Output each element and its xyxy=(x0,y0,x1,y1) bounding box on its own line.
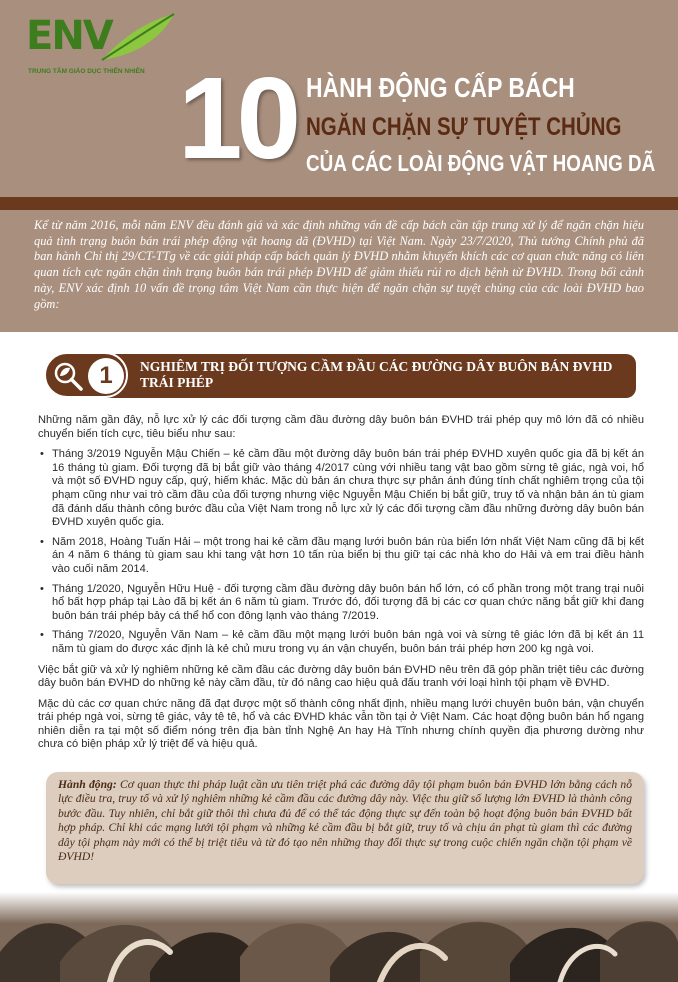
section-number: 1 xyxy=(88,358,124,394)
leaf-icon xyxy=(98,12,176,64)
headline-line-3: CỦA CÁC LOÀI ĐỘNG VẬT HOANG DÃ xyxy=(306,150,656,176)
list-item: • Tháng 3/2019 Nguyễn Mậu Chiến – kẻ cầm đầu một đường dây buôn bán trái phép ĐVHD xuyên quốc gia đã bị kết án 16 tháng tù giam. Đối tượng đã bị bắt giữ vào tháng 4/2017 cùng với nhiều tang vật bao gồm sừng tê giác, ngà voi, hổ và một số ĐVHD nguy cấp, quý, hiếm khác. Mặc dù bản án chưa thực sự phản ánh đúng tính chất nghiêm trọng của tội phạm cũng như vai trò cầm đầu của đối tượng nhưng việc Nguyễn Mậu Chiến bị bắt giữ, truy tố và nhận bản án tù giam đã đánh dấu thành công bước đầu của Việt Nam trong nỗ lực xử lý các đối tượng cầm đầu những đường dây buôn bán ĐVHD xuyên quốc gia. xyxy=(38,448,644,530)
intro-text: Kể từ năm 2016, mỗi năm ENV đều đánh giá và xác định những vấn đề cấp bách cần tập trung xử lý để ngăn chặn hiệu quả tình trạng buôn bán trái phép động vật hoang dã (ĐVHD) tại Việt Nam. Ngày 23/7/2020, Thủ tướng Chính phủ đã ban hành Chỉ thị 29/CT-TTg về các giải pháp cấp bách quản lý ĐVHD nhằm khuyến khích các cơ quan chức năng có liên quan tích cực ngăn chặn tình trạng buôn bán trái phép ĐVHD để giảm thiểu rủi ro dịch bệnh từ ĐVHD. Trong bối cảnh này, ENV xác định 10 vấn đề trọng tâm Việt Nam cần thực hiện để ngăn chặn sự tuyệt chủng của các loài ĐVHD bao gồm: xyxy=(34,218,644,311)
case-list xyxy=(38,448,644,656)
body-lead: Những năm gần đây, nỗ lực xử lý các đối tượng cầm đầu đường dây buôn bán ĐVHD trái phép quy mô lớn đã có nhiều chuyển biến tích cực, tiêu biểu như sau: xyxy=(38,414,644,440)
action-body: Cơ quan thực thi pháp luật cần ưu tiên triệt phá các đường dây tội phạm buôn bán ĐVHD lớn bằng cách nỗ lực điều tra, truy tố và xử lý nghiêm những kẻ cầm đầu các đường dây này. Việc thu giữ số lượng lớn ĐVHD là thành công bước đầu. Tuy nhiên, chỉ bắt giữ thôi thì chưa đủ để có thể tác động thực sự đến toàn bộ hoạt động buôn bán ĐVHD bất hợp pháp. Chỉ khi các mạng lưới tội phạm và những kẻ cầm đầu bị bắt giữ, truy tố và chịu án phạt tù giam thì các đường dây tội phạm này mới có thể bị triệt tiêu và từ đó tạo nên những thay đổi thực sự trong cuộc chiến ngăn chặn tội phạm về ĐVHD! xyxy=(58,778,633,864)
section-body xyxy=(38,414,644,759)
env-logo xyxy=(26,12,176,78)
header-divider xyxy=(0,197,678,210)
logo-subtitle: TRUNG TÂM GIÁO DỤC THIÊN NHIÊN xyxy=(28,68,145,75)
headline-number: 10 xyxy=(178,53,296,183)
intro-panel xyxy=(0,210,678,332)
list-item: • Tháng 7/2020, Nguyễn Văn Nam – kẻ cầm đầu một mạng lưới buôn bán ngà voi và sừng tê giác lớn đã bị kết án 11 năm tù giam do được xác định là kẻ chủ mưu trong vụ án vận chuyển, buôn bán trái phép hơn 200 kg ngà voi. xyxy=(38,629,644,656)
section-badge xyxy=(44,352,128,398)
action-label: Hành động: xyxy=(58,778,117,791)
headline-line-2: NGĂN CHẶN SỰ TUYỆT CHỦNG xyxy=(306,113,622,141)
body-paragraph: Việc bắt giữ và xử lý nghiêm những kẻ cầm đầu các đường dây buôn bán ĐVHD nêu trên đã góp phần triệt tiêu các đường dây buôn bán ĐVHD do những kẻ này cầm đầu, từ đó nâng cao hiệu quả đấu tranh với loại hình tội phạm về ĐVHD. xyxy=(38,663,644,690)
action-text xyxy=(58,778,632,864)
headline-line-1: HÀNH ĐỘNG CẤP BÁCH xyxy=(306,72,575,103)
ivory-tusks-photo xyxy=(0,892,678,982)
magnifier-leaf-icon xyxy=(52,360,84,392)
section-title: NGHIÊM TRỊ ĐỐI TƯỢNG CẦM ĐẦU CÁC ĐƯỜNG DÂY BUÔN BÁN ĐVHD TRÁI PHÉP xyxy=(140,359,613,390)
list-item: • Tháng 1/2020, Nguyễn Hữu Huệ - đối tượng cầm đầu đường dây buôn bán hổ lớn, có cổ phần trong một trang trại nuôi hổ bất hợp pháp tại Lào đã bị kết án 6 năm tù giam. Trước đó, đối tượng đã bị các cơ quan chức năng bắt giữ khi đang buôn bán trái phép bảy cá thể hổ con đông lạnh vào tháng 7/2019. xyxy=(38,583,644,624)
section-heading xyxy=(44,352,636,398)
action-callout xyxy=(46,772,644,884)
list-item: • Năm 2018, Hoàng Tuấn Hải – một trong hai kẻ cầm đầu mạng lưới buôn bán rùa biển lớn nhất Việt Nam cũng đã bị kết án 4 năm 6 tháng tù giam sau khi tang vật hơn 10 tấn rùa biển bị thu giữ tại các nhà kho do Hải và em trai điều hành vào cuối năm 2014. xyxy=(38,536,644,577)
body-paragraph: Mặc dù các cơ quan chức năng đã đạt được một số thành công nhất định, nhiều mạng lưới chuyên buôn bán, vận chuyển trái phép ngà voi, sừng tê giác, vảy tê tê, hổ và các ĐVHD khác vẫn tồn tại ở Việt Nam. Các hoạt động buôn bán hổ ngang nhiên diễn ra tại một số điểm nóng trên địa bàn tỉnh Nghệ An hay Hà Tĩnh nhưng chính quyền địa phương dường như chưa có biện pháp xử lý triệt để và hiệu quả. xyxy=(38,697,644,751)
logo-text: ENV xyxy=(26,13,112,59)
